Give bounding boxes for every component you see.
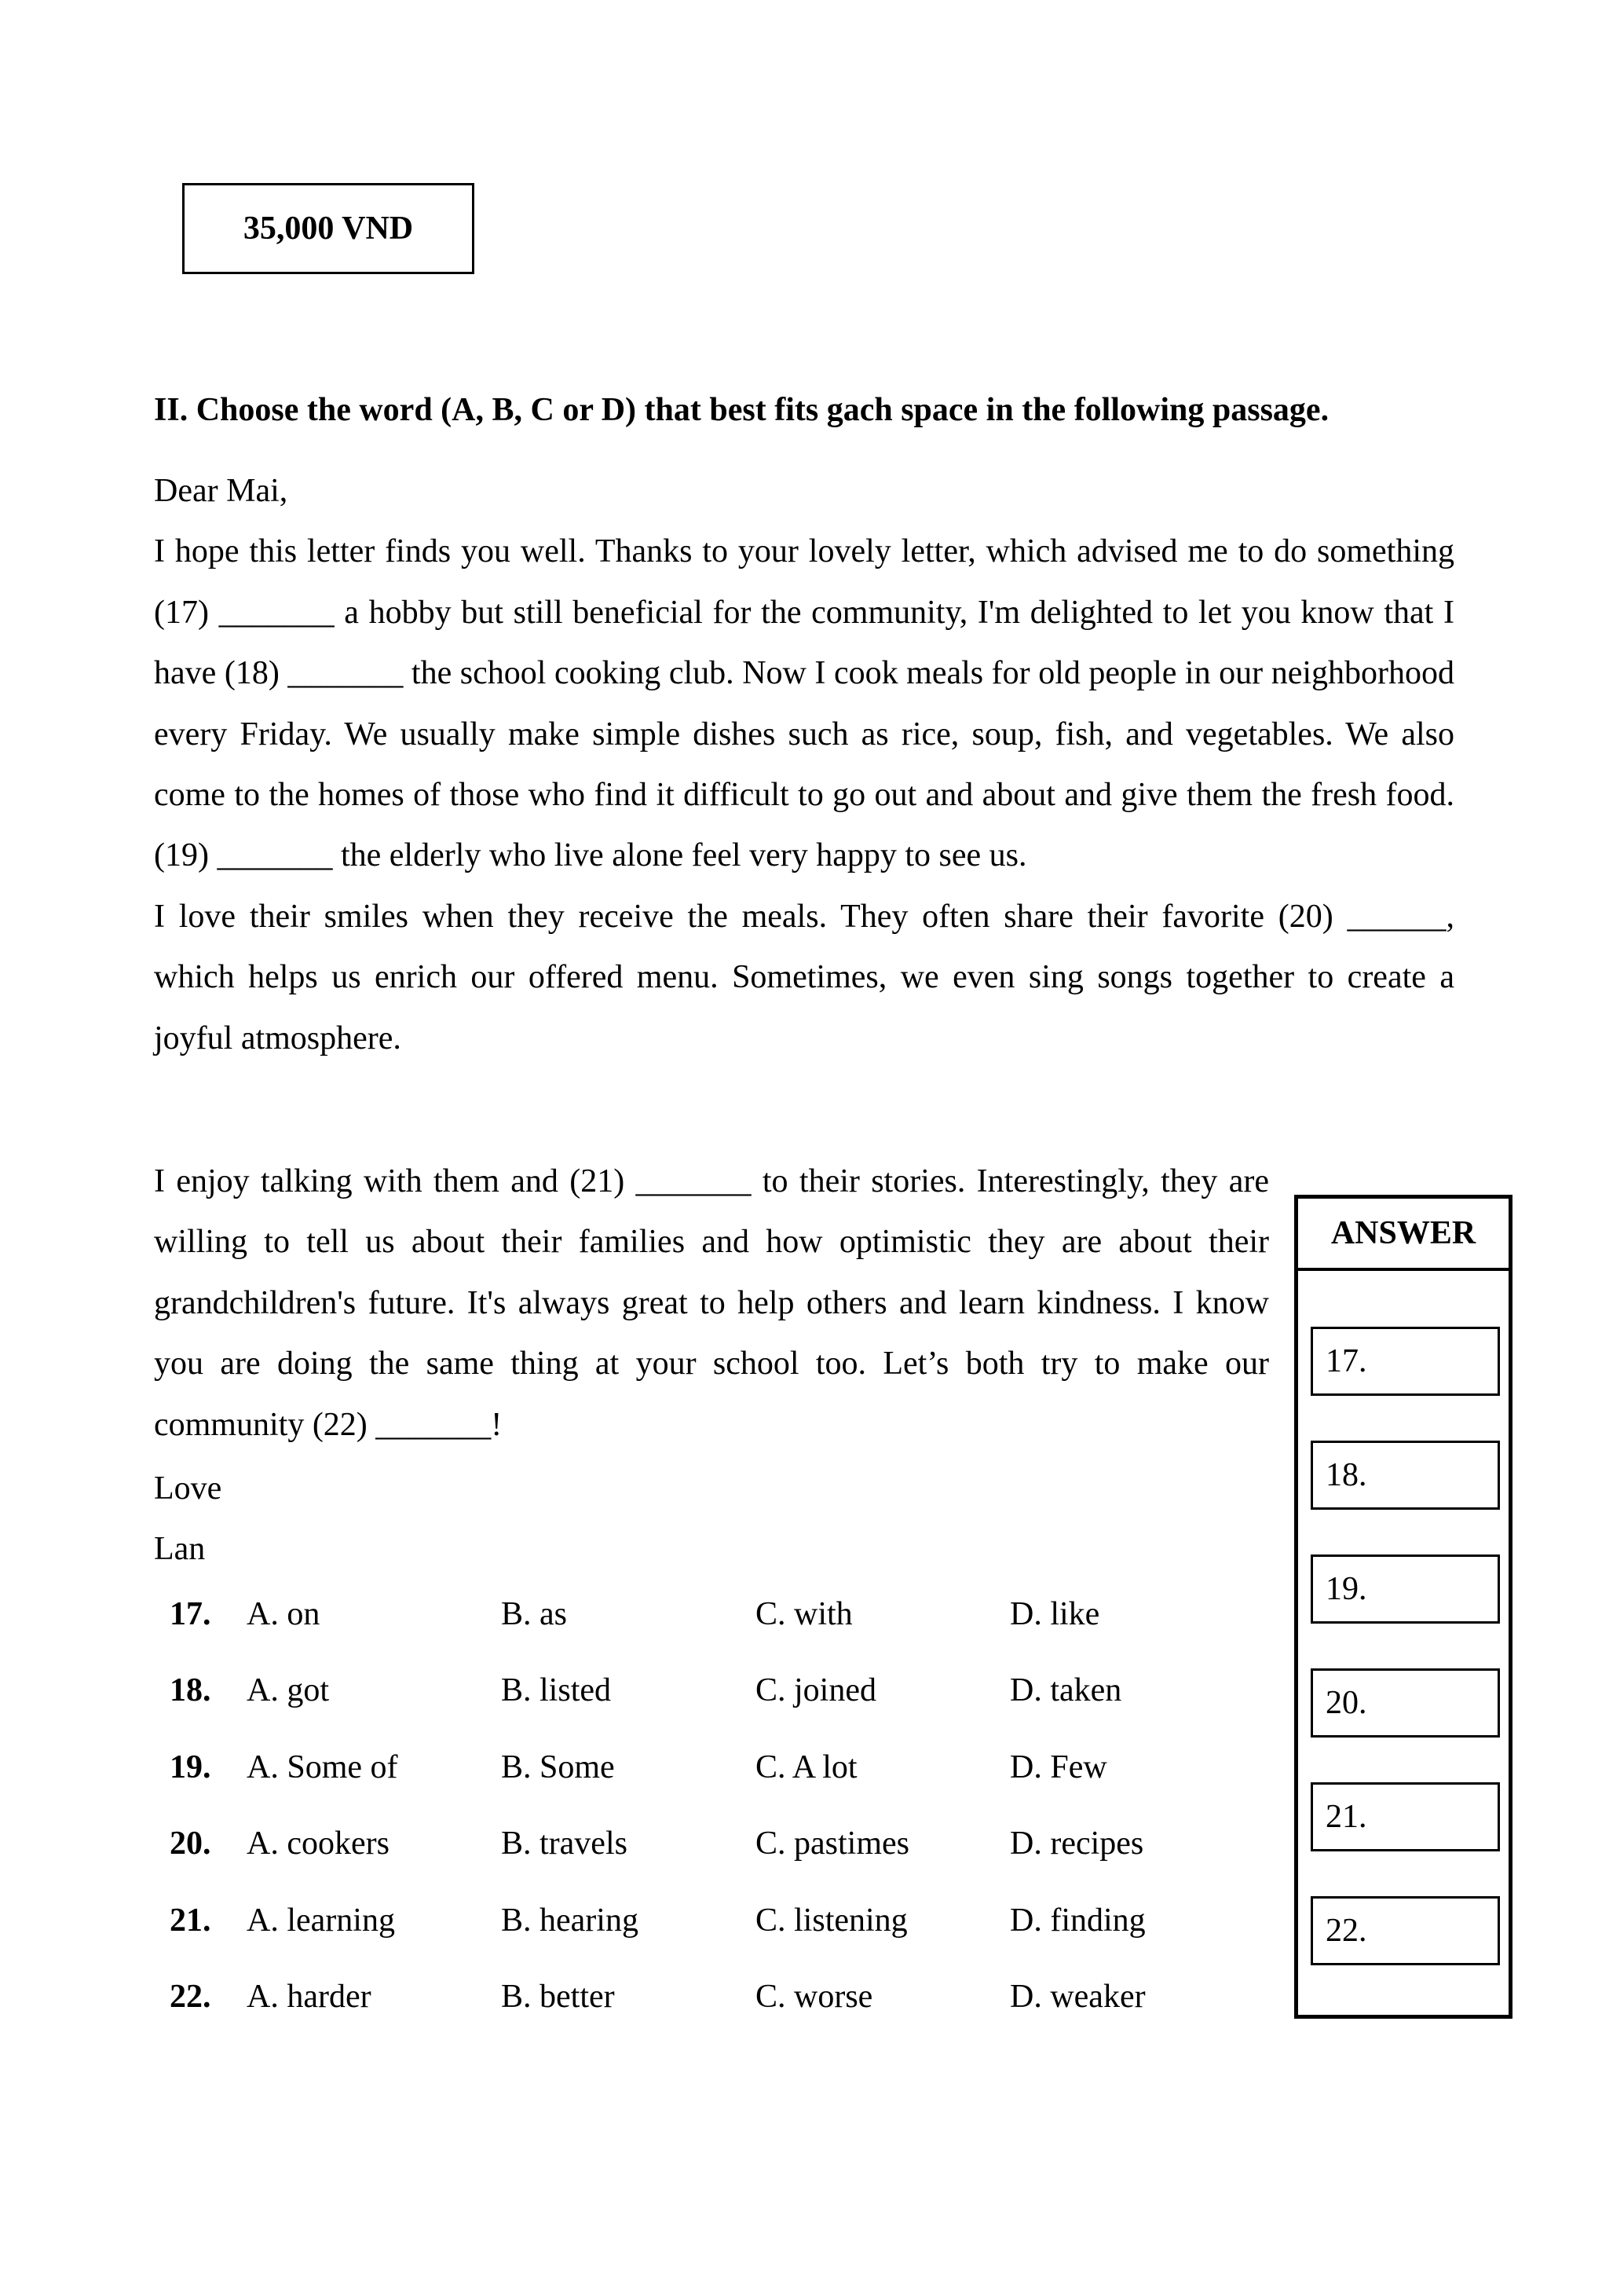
option-c: C. listening [755, 1902, 908, 1939]
option-c: C. with [755, 1596, 853, 1632]
option-d: D. like [1010, 1596, 1100, 1632]
option-a: A. got [247, 1672, 329, 1709]
letter-paragraph-2: I love their smiles when they receive the meals. They often share their favorite (20) ______, which helps us enrich our offered menu. Sometimes, we even sing songs together to create a joyful atmosphere. [154, 898, 1454, 1056]
option-d: D. Few [1010, 1749, 1107, 1785]
letter-body-bottom [154, 1152, 1269, 1456]
question-row-21 [154, 1897, 1269, 1973]
option-c: C. pastimes [755, 1825, 909, 1862]
price-label-box [182, 183, 474, 274]
option-b: B. Some [501, 1749, 615, 1785]
question-row-19 [154, 1744, 1269, 1820]
option-b: B. listed [501, 1672, 612, 1709]
question-row-17 [154, 1591, 1269, 1667]
answer-field-21[interactable]: 21. [1311, 1782, 1500, 1851]
option-b: B. hearing [501, 1902, 638, 1939]
option-a: A. harder [247, 1978, 371, 2015]
question-number: 18. [170, 1672, 211, 1709]
question-row-18 [154, 1667, 1269, 1743]
letter-closing: Love [154, 1470, 222, 1507]
question-row-22 [154, 1973, 1269, 2049]
answer-title: ANSWER [1298, 1199, 1509, 1271]
option-a: A. cookers [247, 1825, 390, 1862]
answer-panel [1294, 1195, 1512, 2019]
answer-field-20[interactable]: 20. [1311, 1668, 1500, 1738]
letter-body-top [154, 461, 1454, 1069]
letter-greeting: Dear Mai, [154, 473, 288, 509]
answer-field-17[interactable]: 17. [1311, 1327, 1500, 1396]
letter-signature: Lan [154, 1531, 206, 1567]
question-number: 17. [170, 1596, 211, 1632]
question-row-20 [154, 1820, 1269, 1896]
option-d: D. taken [1010, 1672, 1122, 1709]
option-b: B. better [501, 1978, 615, 2015]
option-a: A. on [247, 1596, 320, 1632]
option-d: D. recipes [1010, 1825, 1144, 1862]
question-number: 19. [170, 1749, 211, 1785]
question-options [154, 1591, 1269, 2049]
answer-field-19[interactable]: 19. [1311, 1554, 1500, 1624]
option-c: C. worse [755, 1978, 873, 2015]
option-c: C. joined [755, 1672, 876, 1709]
letter-paragraph-1: I hope this letter finds you well. Thanks to your lovely letter, which advised me to do something (17) _______ a hobby but still beneficial for the community, I'm delighted to let you know that I have (18) _______ the school cooking club. Now I cook meals for old people in our neighborhood every Friday. We usually make simple dishes such as rice, soup, fish, and vegetables. We also come to the homes of those who find it difficult to go out and about and give them the fresh food. (19) _______ the elderly who live alone feel very happy to see us. [154, 533, 1454, 874]
option-d: D. weaker [1010, 1978, 1146, 2015]
letter-paragraph-3: I enjoy talking with them and (21) _______ to their stories. Interestingly, they are willing to tell us about their families and how optimistic they are about their grandchildren's future. It's always great to help others and learn kindness. I know you are doing the same thing at your school too. Let’s both try to make our community (22) _______! [154, 1163, 1269, 1443]
option-a: A. learning [247, 1902, 395, 1939]
answer-field-22[interactable]: 22. [1311, 1896, 1500, 1965]
option-b: B. as [501, 1596, 567, 1632]
question-number: 21. [170, 1902, 211, 1939]
option-d: D. finding [1010, 1902, 1146, 1939]
price-label: 35,000 VND [243, 211, 414, 247]
question-number: 22. [170, 1978, 211, 2015]
section-heading: II. Choose the word (A, B, C or D) that best fits gach space in the following passage. [154, 392, 1330, 428]
option-a: A. Some of [247, 1749, 398, 1785]
answer-field-18[interactable]: 18. [1311, 1441, 1500, 1510]
option-c: C. A lot [755, 1749, 858, 1785]
option-b: B. travels [501, 1825, 627, 1862]
question-number: 20. [170, 1825, 211, 1862]
